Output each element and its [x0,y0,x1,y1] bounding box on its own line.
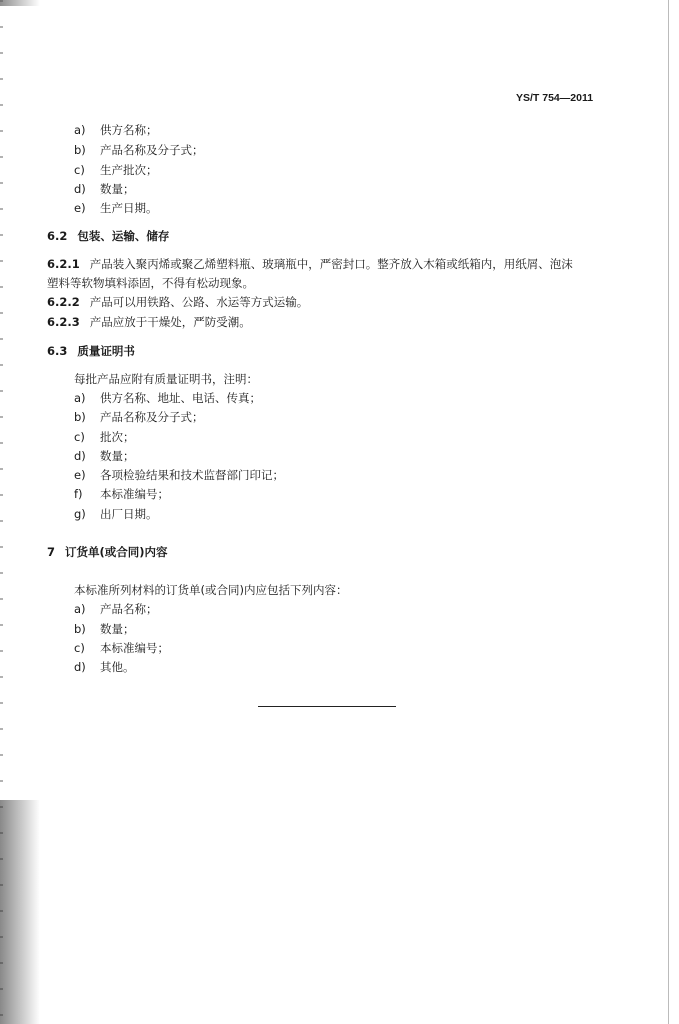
list-item-text: 其他。 [100,660,135,674]
list-item-label: c) [74,430,85,444]
scan-edge-bottom [0,800,40,1024]
list-item-label: b) [74,622,86,636]
list-item-label: c) [74,641,85,655]
list-item-text: 数量； [100,182,135,196]
list-item [74,622,135,636]
list-item-text: 数量； [100,622,135,636]
list-item-label: b) [74,143,86,157]
list-item [74,430,135,444]
section-title: 质量证明书 [77,344,135,358]
clause-number: 6.2.1 [47,257,80,271]
paragraph-6-2-1-cont: 塑料等软物填料添固，不得有松动现象。 [47,276,254,290]
section-heading-6-3 [47,344,135,358]
list-item-text: 产品名称及分子式； [100,410,204,424]
list-item [74,391,261,405]
list-item-label: d) [74,182,86,196]
section-heading-7 [47,545,168,559]
list-item [74,410,204,424]
section-title: 包装、运输、储存 [77,229,170,243]
list-item [74,143,204,157]
clause-text: 产品可以用铁路、公路、水运等方式运输。 [89,295,309,309]
clause-number: 6.2.3 [47,315,80,329]
list-item [74,182,135,196]
list-item-label: e) [74,201,86,215]
list-item-text: 供方名称； [100,123,158,137]
list-item [74,507,158,521]
clause-text: 产品装入聚丙烯或聚乙烯塑料瓶、玻璃瓶中，严密封口。整齐放入木箱或纸箱内，用纸屑、泡沫 [89,257,573,271]
list-item [74,163,158,177]
list-item-text: 产品名称及分子式； [100,143,204,157]
standard-code: YS/T 754—2011 [516,92,594,104]
list-item-text: 批次； [100,430,135,444]
list-item-text: 本标准编号； [100,641,169,655]
section-number: 7 [47,545,56,559]
section-title: 订货单(或合同)内容 [65,545,168,559]
list-item-label: f) [74,487,83,501]
list-item-label: b) [74,410,86,424]
list-item [74,487,169,501]
list-item-text: 供方名称、地址、电话、传真； [100,391,261,405]
list-item [74,641,169,655]
list-item [74,660,135,674]
list-item [74,449,135,463]
clause-number: 6.2.2 [47,295,80,309]
list-item [74,468,284,482]
section-intro: 本标准所列材料的订货单(或合同)内应包括下列内容： [74,583,348,597]
list-item-label: a) [74,123,86,137]
list-item-text: 本标准编号； [100,487,169,501]
clause-text: 产品应放于干燥处，严防受潮。 [89,315,251,329]
list-item-label: a) [74,602,86,616]
list-item [74,123,158,137]
list-item-label: c) [74,163,85,177]
list-item-label: g) [74,507,86,521]
list-item-label: d) [74,449,86,463]
list-item [74,602,158,616]
list-item-text: 数量； [100,449,135,463]
end-rule [258,706,396,707]
section-intro: 每批产品应附有质量证明书，注明： [74,372,258,386]
paragraph-6-2-2 [47,295,308,309]
list-item-label: d) [74,660,86,674]
list-item-label: a) [74,391,86,405]
scan-edge-right [668,0,669,1024]
list-item-label: e) [74,468,86,482]
scan-edge-top [0,0,40,6]
paragraph-6-2-1 [47,257,573,271]
list-item-text: 出厂日期。 [100,507,158,521]
list-item-text: 产品名称； [100,602,158,616]
list-item-text: 各项检验结果和技术监督部门印记； [100,468,284,482]
section-number: 6.2 [47,229,68,243]
list-item [74,201,158,215]
paragraph-6-2-3 [47,315,251,329]
list-item-text: 生产日期。 [100,201,158,215]
section-number: 6.3 [47,344,68,358]
section-heading-6-2 [47,229,169,243]
list-item-text: 生产批次； [100,163,158,177]
